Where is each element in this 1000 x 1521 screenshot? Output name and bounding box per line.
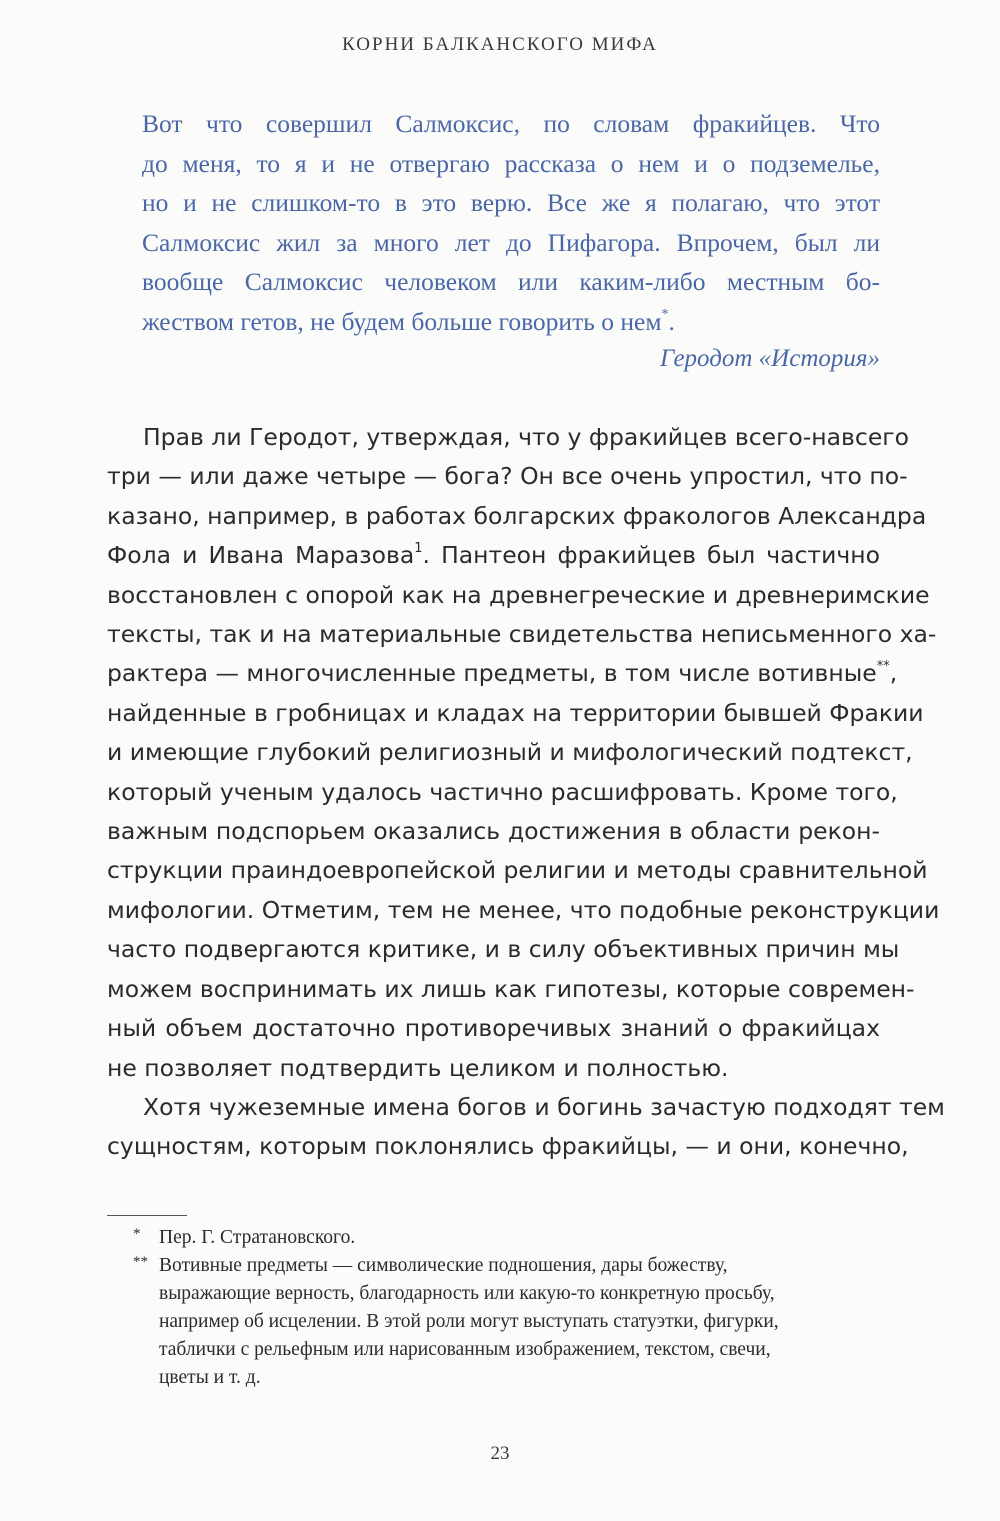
paragraph-line-with-ref [107, 654, 898, 693]
paragraph-line: найденные в гробницах и кладах на территории бывшей Фракии [107, 698, 924, 727]
paragraph-line: Прав ли Геродот, утверждая, что у фракийцев всего-навсего [143, 423, 909, 451]
paragraph-line: важным подспорьем оказались достижения в области рекон- [107, 817, 880, 846]
endnote-ref-1: 1 [414, 541, 423, 557]
footnotes [107, 1224, 880, 1392]
paragraph-line: три — или даже четыре — бога? Он все очень упростил, что по- [107, 462, 908, 491]
paragraph-comma: , [889, 659, 898, 688]
paragraph-line: струкции праиндоевропейской религии и методы сравнительной [107, 856, 928, 885]
paragraph-line: тексты, так и на материальные свидетельства неписьменного ха- [107, 620, 937, 649]
footnote-line: Пер. Г. Стратановского. [159, 1227, 356, 1248]
epigraph-line: до меня, то я и не отвергаю рассказа о нем и о подземелье, [142, 148, 880, 178]
epigraph-line: но и не слишком-то в это верю. Все же я полагаю, что этот [142, 188, 880, 217]
page-number: 23 [490, 1443, 510, 1464]
paragraph-line-start: Фола и Ивана Маразова [107, 541, 415, 570]
epigraph-period: . [668, 306, 675, 336]
paragraph-line: часто подвергаются критике, и в силу объективных причин мы [107, 935, 900, 964]
footnote-line: цветы и т. д. [159, 1367, 261, 1388]
footnote-line: например об исцелении. В этой роли могут выступать статуэтки, фигурки, [159, 1311, 779, 1332]
footnote-divider [107, 1215, 187, 1216]
footnote-2 [107, 1252, 880, 1392]
footnote-line: Вотивные предметы — символические подношения, дары божеству, [159, 1255, 728, 1276]
footnote-1 [107, 1224, 880, 1252]
paragraph-line-start: рактера — многочисленные предметы, в том числе вотивные [107, 659, 877, 688]
paragraph-line: сущностям, которым поклонялись фракийцы, — и они, конечно, [107, 1132, 909, 1161]
footnote-mark: ** [133, 1254, 148, 1270]
footnote-ref-double-asterisk: ** [876, 659, 890, 675]
paragraph-line: восстановлен с опорой как на древнегреческие и древнеримские [107, 580, 930, 609]
footnote-ref-asterisk: * [661, 306, 669, 322]
paragraph-line: мифологии. Отметим, тем не менее, что подобные реконструкции [107, 895, 940, 924]
paragraph-line: который ученым удалось частично расшифровать. Кроме того, [107, 777, 898, 806]
paragraph-line: можем воспринимать их лишь как гипотезы, которые современ- [107, 974, 915, 1003]
epigraph [142, 104, 880, 341]
paragraph-line: Хотя чужеземные имена богов и богинь зачастую подходят тем [143, 1092, 945, 1121]
footnote-line: таблички с рельефным или нарисованным изображением, текстом, свечи, [159, 1339, 771, 1360]
footnote-line: выражающие верность, благодарность или какую-то конкретную просьбу, [159, 1283, 775, 1304]
epigraph-attribution: Геродот «История» [659, 345, 880, 372]
epigraph-line: вообще Салмоксис человеком или каким-либо местным бо- [142, 267, 880, 296]
epigraph-line: Вот что совершил Салмоксис, по словам фракийцев. Что [142, 109, 880, 138]
paragraph-line: и имеющие глубокий религиозный и мифологический подтекст, [107, 738, 913, 767]
paragraph-line: казано, например, в работах болгарских фракологов Александра [107, 501, 927, 530]
epigraph-last-line [142, 302, 880, 342]
paragraph-line: не позволяет подтвердить целиком и полностью. [107, 1053, 729, 1082]
main-text [107, 418, 945, 1167]
paragraph-line: ный объем достаточно противоречивых знаний о фракийцах [107, 1014, 880, 1043]
paragraph-line-rest: . Пантеон фракийцев был частично [422, 541, 880, 570]
paragraph-line-with-ref [107, 536, 880, 575]
epigraph-line: Салмоксис жил за много лет до Пифагора. Впрочем, был ли [142, 227, 880, 257]
epigraph-line: жеством гетов, не будем больше говорить о нем [142, 306, 662, 336]
running-head: КОРНИ БАЛКАНСКОГО МИФА [342, 34, 658, 55]
footnote-mark: * [133, 1226, 141, 1242]
